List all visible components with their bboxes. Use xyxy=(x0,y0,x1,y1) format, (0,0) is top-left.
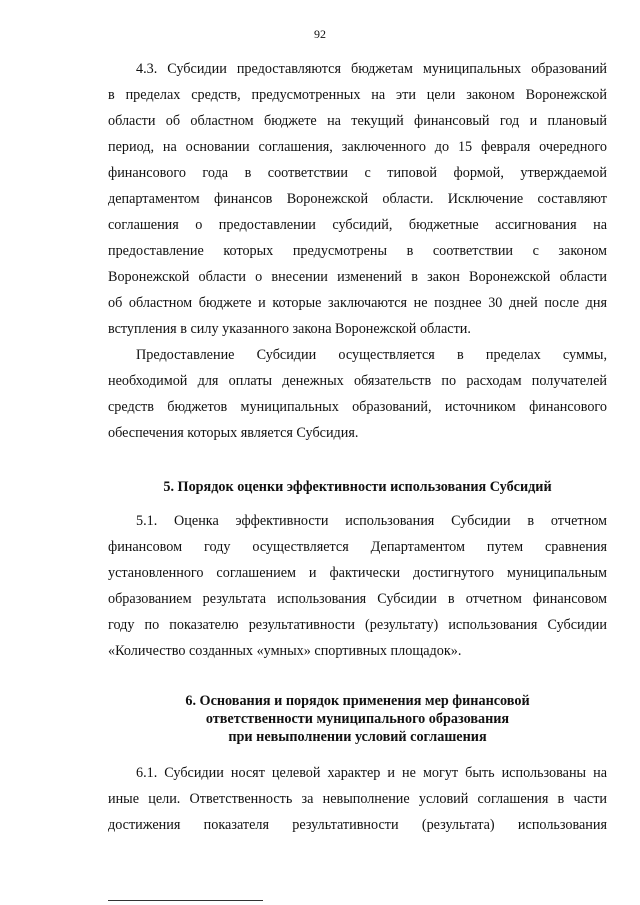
text-line: средств бюджетов муниципальных образований, источником финансового xyxy=(108,399,607,415)
heading-line: 6. Основания и порядок применения мер финансовой xyxy=(185,693,530,709)
text-line: 6.1. Субсидии носят целевой характер и не могут быть использованы на xyxy=(136,765,607,781)
text-line: в пределах средств, предусмотренных на эти цели законом Воронежской xyxy=(108,87,607,103)
heading-line: при невыполнении условий соглашения xyxy=(228,729,487,745)
text-line: соглашения о предоставлении субсидий, бюджетные ассигнования на xyxy=(108,217,607,233)
heading-line: ответственности муниципального образования xyxy=(205,711,510,727)
text-line: обеспечения которых является Субсидия. xyxy=(108,425,359,441)
text-line: департаментом финансов Воронежской области. Исключение составляют xyxy=(108,191,607,207)
text-line: области об областном бюджете на текущий финансовый год и плановый xyxy=(108,113,607,129)
text-line: вступления в силу указанного закона Воронежской области. xyxy=(108,321,471,337)
text-line: установленного соглашением и фактически достигнутого муниципальным xyxy=(108,565,607,581)
text-line: иные цели. Ответственность за невыполнение условий соглашения в части xyxy=(108,791,607,807)
text-line: финансовом году осуществляется Департаментом путем сравнения xyxy=(108,539,607,555)
page-number: 92 xyxy=(314,27,326,41)
text-line: период, на основании соглашения, заключенного до 15 февраля очередного xyxy=(108,139,607,155)
text-line: Воронежской области о внесении изменений в закон Воронежской области xyxy=(108,269,607,285)
text-line: образованием результата использования Субсидии в отчетном финансовом xyxy=(108,591,607,607)
text-line: достижения показателя результативности (результата) использования xyxy=(108,817,607,833)
text-line: об областном бюджете и которые заключаются не позднее 30 дней после дня xyxy=(108,295,607,311)
footnote-divider xyxy=(108,900,263,901)
text-line: 5.1. Оценка эффективности использования Субсидии в отчетном xyxy=(136,513,607,529)
text-line: 4.3. Субсидии предоставляются бюджетам муниципальных образований xyxy=(136,61,607,77)
text-line: году по показателю результативности (результату) использования Субсидии xyxy=(108,617,607,633)
text-line: финансового года в соответствии с типовой формой, утверждаемой xyxy=(108,165,607,181)
text-line: Предоставление Субсидии осуществляется в пределах суммы, xyxy=(136,347,607,363)
text-line: «Количество созданных «умных» спортивных площадок». xyxy=(108,643,462,659)
text-line: предоставление которых предусмотрены в соответствии с законом xyxy=(108,243,607,259)
text-line: необходимой для оплаты денежных обязательств по расходам получателей xyxy=(108,373,607,389)
section-5-heading: 5. Порядок оценки эффективности использования Субсидий xyxy=(163,479,552,495)
